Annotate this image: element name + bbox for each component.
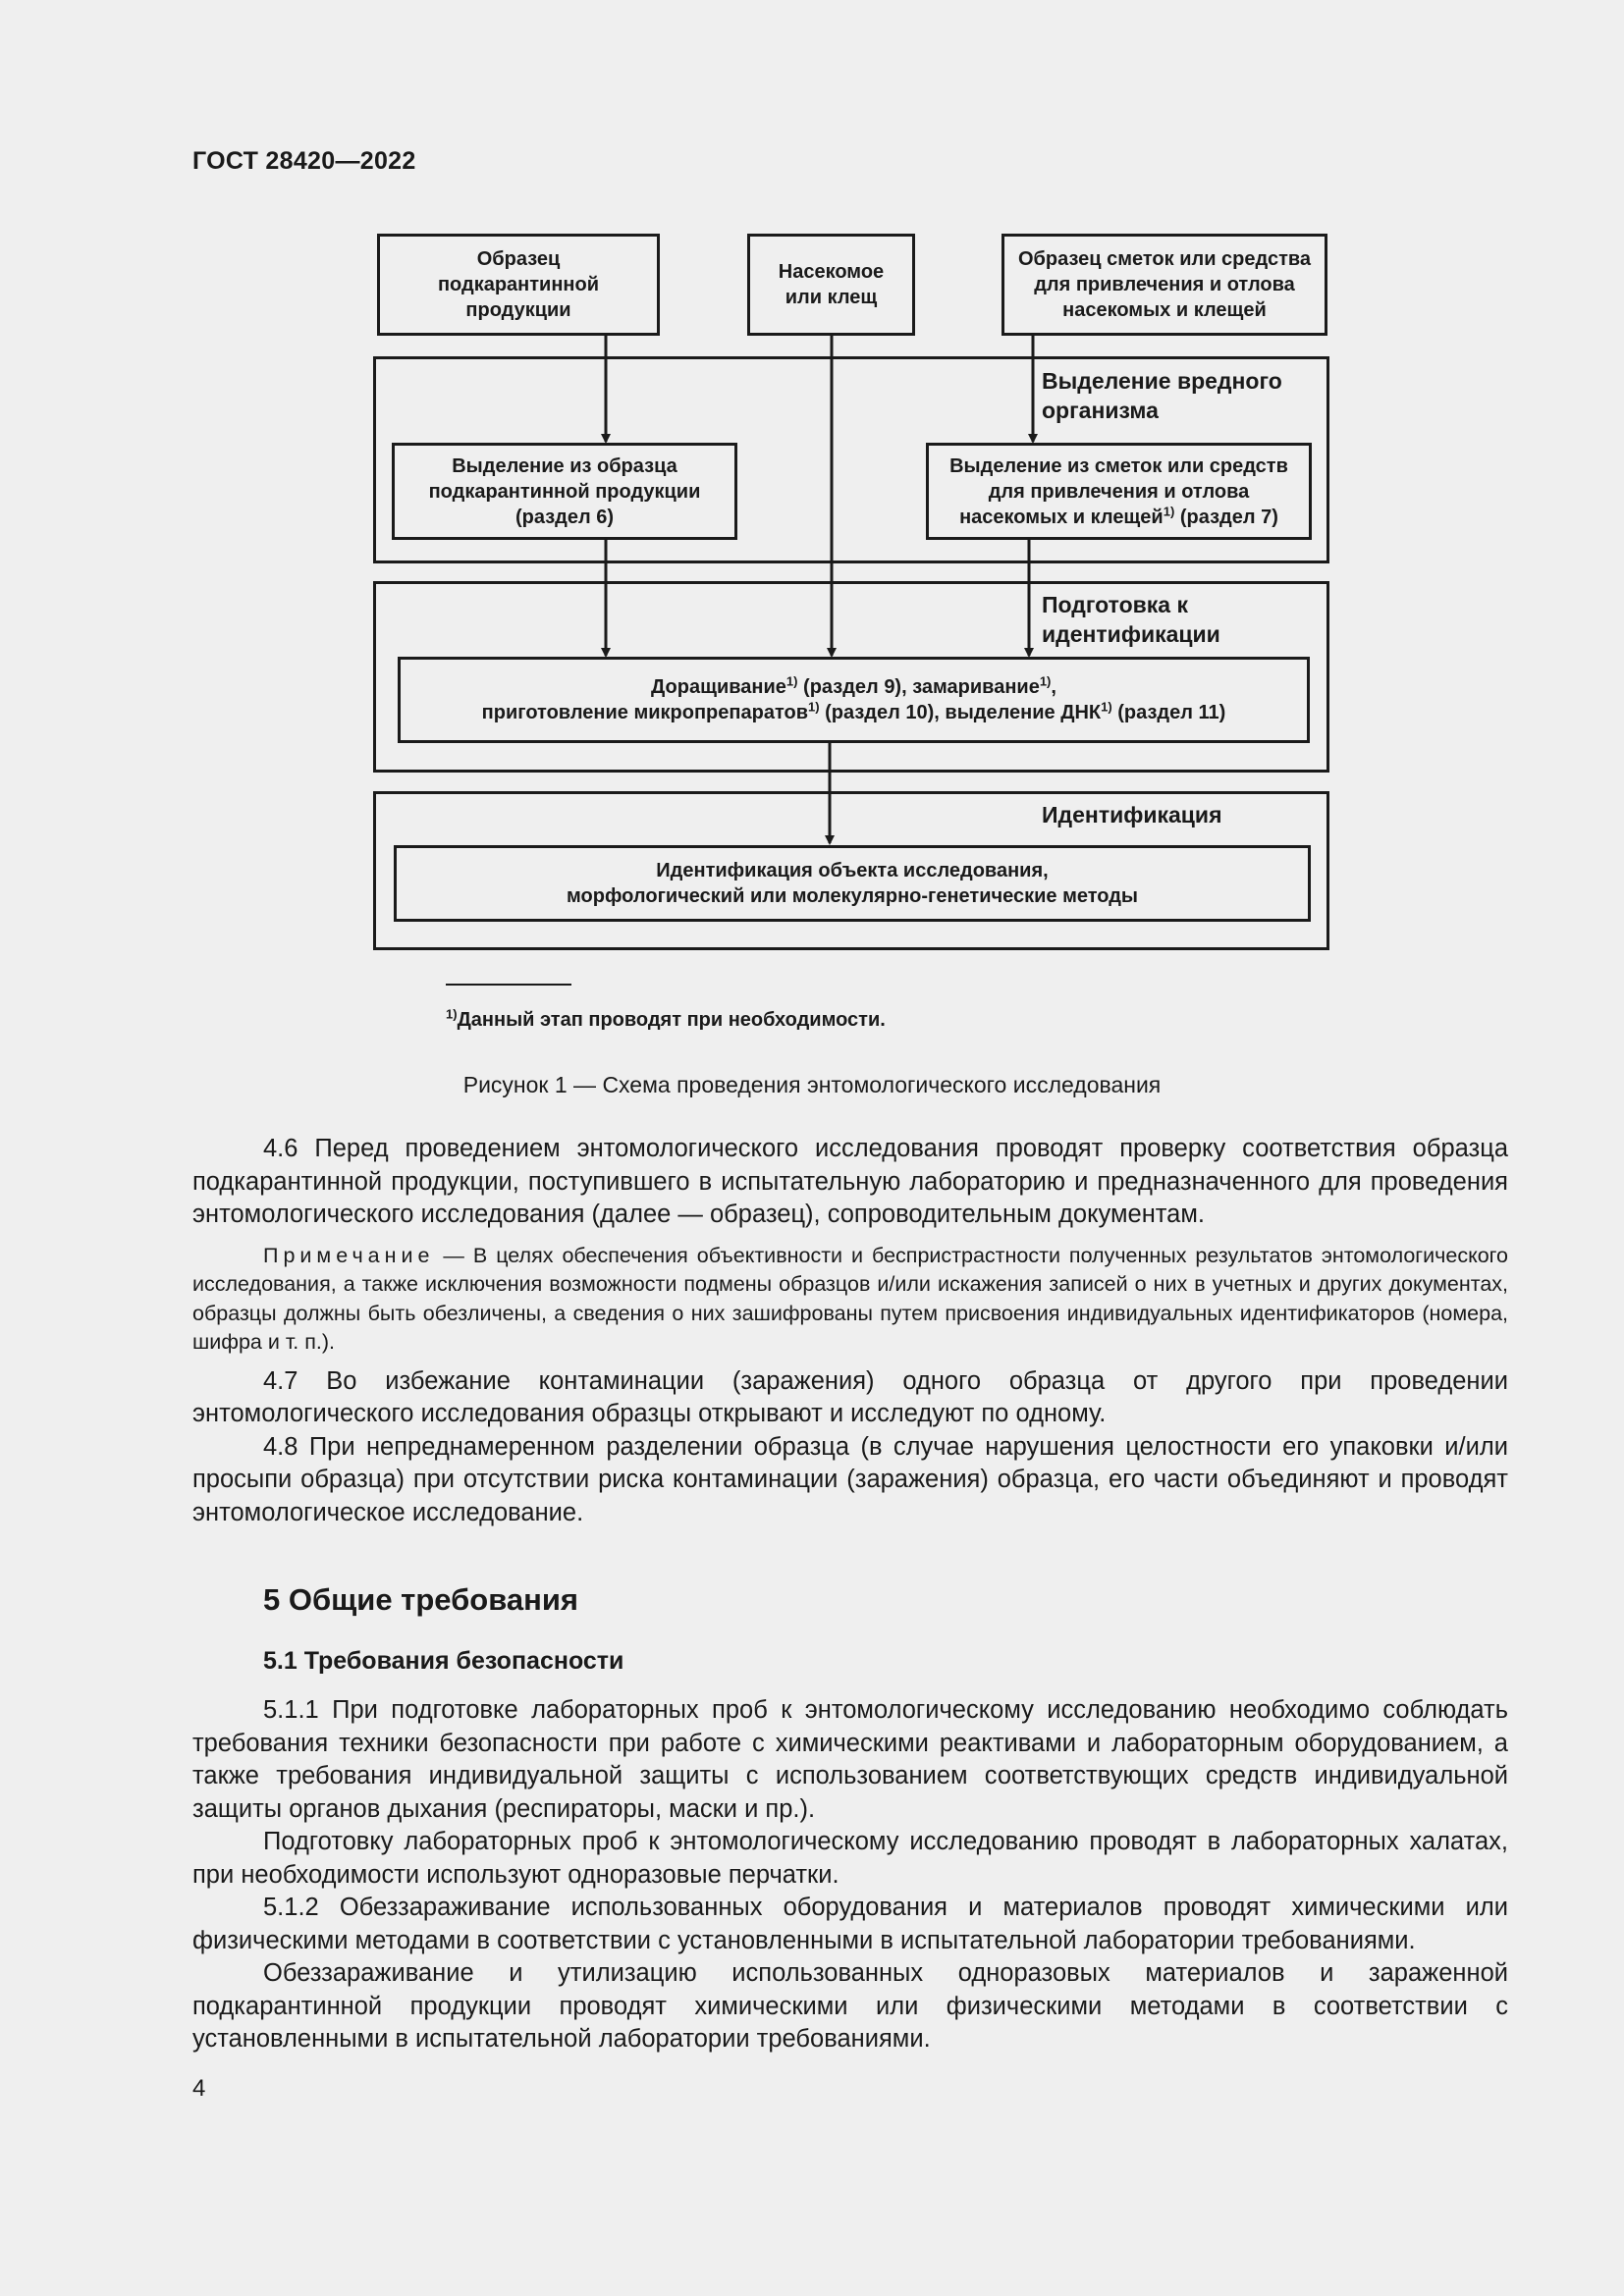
page-number: 4 <box>192 2075 206 2102</box>
box-extract-sweep-text: Выделение из сметок или средств для привлечения и отлова насекомых и клещей <box>949 454 1288 528</box>
note-label: Примечание <box>263 1243 435 1267</box>
box-sweep-sample <box>1001 234 1327 336</box>
box-identification-content <box>567 858 1138 909</box>
section-5-heading: 5 Общие требования <box>263 1582 578 1617</box>
clause-4-6: 4.6 Перед проведением энтомологического исследования проводят проверку соответствия образца подкарантинной продукции, поступившего в испытательную лабораторию и предназначенного для проведения энтомологического исследования (далее — образец), сопроводительным документам. <box>192 1135 1508 1228</box>
box-preparation <box>398 657 1310 743</box>
group-identification-label: Идентификация <box>1042 802 1222 828</box>
ident-line-2: морфологический или молекулярно-генетические методы <box>566 885 1138 907</box>
prep-text-4: приготовление микропрепаратов <box>481 702 808 723</box>
box-extract-sweep-content <box>938 454 1301 530</box>
clauses-5-1 <box>192 1694 1508 2056</box>
clause-5-1-1: 5.1.1 При подготовке лабораторных проб к энтомологическому исследованию необходимо соблюдать требования техники безопасности при работе с химическими реактивами и лабораторным оборудованием, а также требования индивидуальной защиты с использованием соответствующих средств индивидуальной защиты органов дыхания (респираторы, маски и пр.). <box>192 1696 1508 1823</box>
footnote-mark: 1) <box>1101 699 1112 715</box>
footnote <box>446 1006 886 1032</box>
prep-text-5: (раздел 10), выделение ДНК <box>825 702 1102 723</box>
figure-caption: Рисунок 1 — Схема проведения энтомологического исследования <box>462 1072 1162 1097</box>
footnote-mark: 1) <box>446 1006 458 1022</box>
prep-text-3: , <box>1051 676 1056 698</box>
group-pest-extraction-label: Выделение вредного организма <box>1042 368 1282 423</box>
box-insect-text: Насекомое или клещ <box>778 261 885 308</box>
footnote-text: Данный этап проводят при необходимости. <box>457 1009 886 1031</box>
footnote-mark: 1) <box>785 673 798 689</box>
box-quarantine-sample-text: Образец подкарантинной продукции <box>437 248 600 321</box>
box-insect-or-mite <box>747 234 915 336</box>
box-extract-from-sample <box>392 443 737 540</box>
clause-5-1-2-b: Обеззараживание и утилизацию использованных одноразовых материалов и зараженной подкарантинной продукции проводят химическими или физическими методами в соответствии с установленными в испытательной лаборатории требованиями. <box>192 1959 1508 2053</box>
section-5-1-heading: 5.1 Требования безопасности <box>263 1647 624 1675</box>
document-number: ГОСТ 28420—2022 <box>192 147 416 175</box>
box-identification <box>394 845 1311 922</box>
note <box>192 1242 1508 1358</box>
box-sweep-text: Образец сметок или средства для привлечения и отлова насекомых и клещей <box>1017 248 1312 321</box>
footnote-divider <box>446 984 571 986</box>
clause-4-7: 4.7 Во избежание контаминации (заражения) одного образца от другого при проведении энтомологического исследования образцы открывают и исследуют по одному. <box>192 1366 1508 1427</box>
clause-5-1-2: 5.1.2 Обеззараживание использованных оборудования и материалов проводят химическими или физическими методами в соответствии с установленными в испытательной лаборатории требованиями. <box>192 1894 1508 1954</box>
clause-5-1-1-b: Подготовку лабораторных проб к энтомологическому исследованию проводят в лабораторных халатах, при необходимости используют одноразовые перчатки. <box>192 1828 1508 1889</box>
clauses-4-6-to-4-8 <box>192 1133 1508 1529</box>
box-extract-sample-text: Выделение из образца подкарантинной продукции (раздел 6) <box>428 454 701 528</box>
footnote-mark: 1) <box>1039 673 1052 689</box>
footnote-mark: 1) <box>1163 503 1175 518</box>
prep-text-2: (раздел 9), замаривание <box>803 676 1040 698</box>
box-extract-sweep-section: (раздел 7) <box>1179 506 1278 528</box>
ident-line-1: Идентификация объекта исследования, <box>656 860 1049 881</box>
box-quarantine-sample <box>377 234 660 336</box>
footnote-mark: 1) <box>808 699 820 715</box>
prep-text-6: (раздел 11) <box>1117 702 1226 723</box>
box-preparation-content <box>482 674 1226 725</box>
group-identification-prep-label: Подготовка к идентификации <box>1042 592 1220 647</box>
prep-text-1: Доращивание <box>651 676 786 698</box>
note-text: — В целях обеспечения объективности и беспристрастности полученных результатов энтомологического исследования, а также исключения возможности подмены образцов и/или искажения записей о них в учетных и других документах, образцы должны быть обезличены, а сведения о них зашифрованы путем присвоения индивидуальных идентификаторов (номера, шифра и т. п.). <box>192 1243 1508 1354</box>
box-extract-from-sweep <box>926 443 1312 540</box>
clause-4-8: 4.8 При непреднамеренном разделении образца (в случае нарушения целостности его упаковки и/или просыпи образца) при отсутствии риска контаминации (заражения) образца, его части объединяют и проводят энтомологическое исследование. <box>192 1432 1508 1526</box>
